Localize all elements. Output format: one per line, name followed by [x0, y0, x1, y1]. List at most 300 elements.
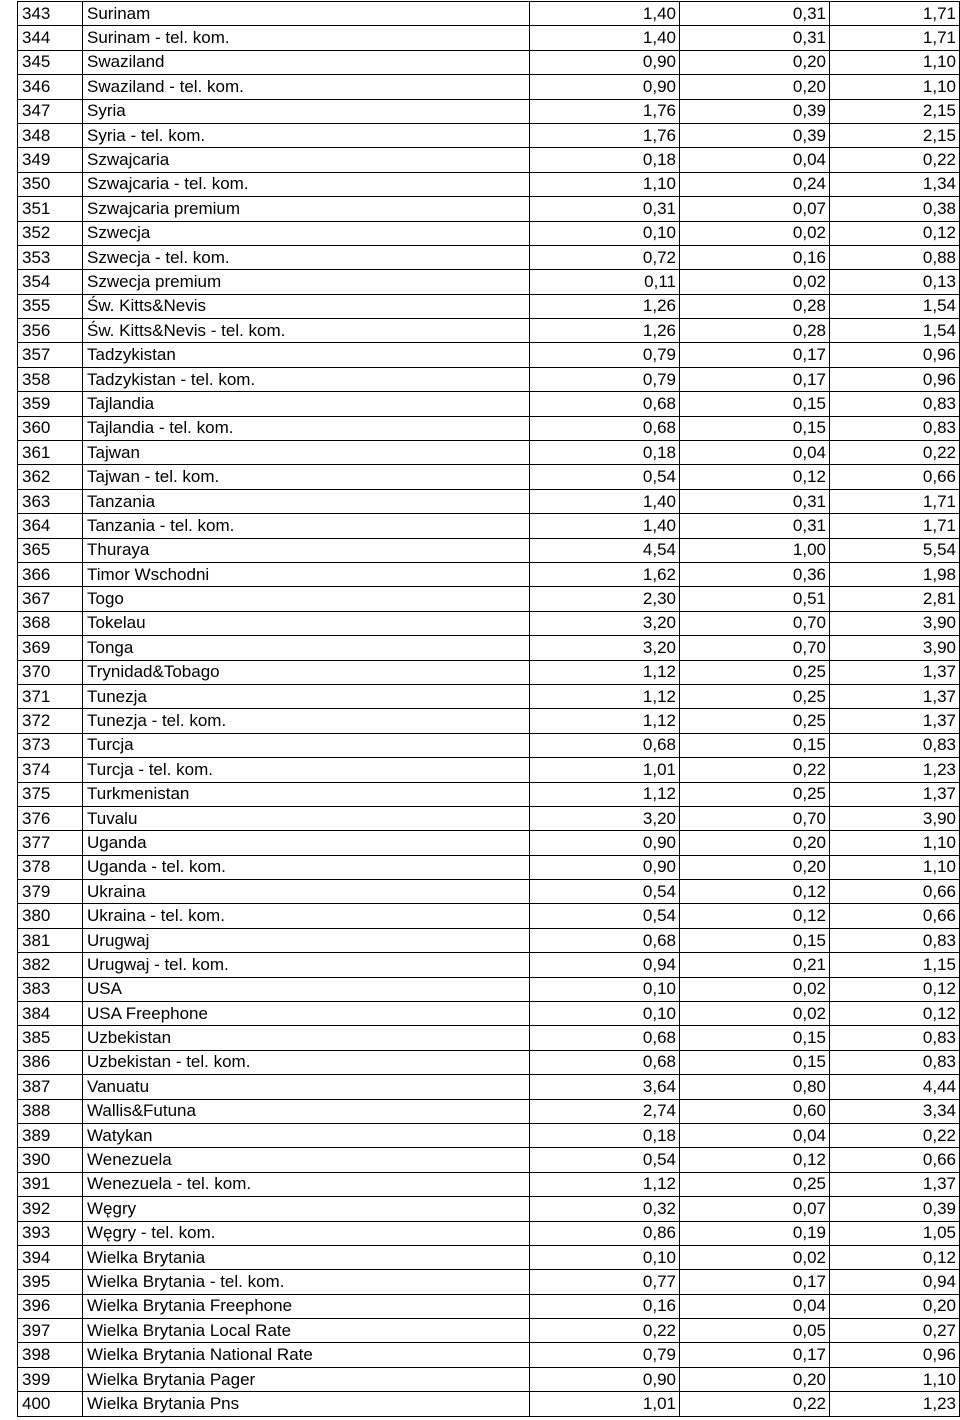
table-row: [18, 1392, 960, 1416]
rate-net: 1,26: [530, 294, 680, 318]
table-row: [18, 245, 960, 269]
destination-name: Uganda: [83, 831, 530, 855]
destination-name: Turkmenistan: [83, 782, 530, 806]
row-number: 393: [18, 1221, 83, 1245]
destination-name: Tunezja: [83, 684, 530, 708]
table-row: [18, 441, 960, 465]
rate-vat: 0,70: [680, 611, 830, 635]
rate-gross: 1,34: [830, 172, 960, 196]
rate-vat: 0,16: [680, 245, 830, 269]
rate-net: 0,90: [530, 1367, 680, 1391]
destination-name: Węgry - tel. kom.: [83, 1221, 530, 1245]
table-row: [18, 660, 960, 684]
row-number: 347: [18, 99, 83, 123]
rate-net: 0,79: [530, 343, 680, 367]
table-row: [18, 587, 960, 611]
rate-vat: 0,15: [680, 928, 830, 952]
rate-net: 1,12: [530, 684, 680, 708]
rate-vat: 0,20: [680, 855, 830, 879]
rate-gross: 2,15: [830, 123, 960, 147]
rate-gross: 0,12: [830, 977, 960, 1001]
rate-net: 1,12: [530, 660, 680, 684]
table-row: [18, 75, 960, 99]
destination-name: Wielka Brytania National Rate: [83, 1343, 530, 1367]
rate-net: 1,62: [530, 562, 680, 586]
rate-net: 1,10: [530, 172, 680, 196]
rate-vat: 0,04: [680, 148, 830, 172]
rate-vat: 0,12: [680, 465, 830, 489]
rate-vat: 0,60: [680, 1099, 830, 1123]
rate-vat: 0,20: [680, 75, 830, 99]
rate-vat: 0,12: [680, 904, 830, 928]
rate-gross: 0,83: [830, 733, 960, 757]
destination-name: Tonga: [83, 636, 530, 660]
rate-gross: 0,22: [830, 1123, 960, 1147]
destination-name: Tadzykistan - tel. kom.: [83, 367, 530, 391]
table-row: [18, 343, 960, 367]
rate-vat: 0,17: [680, 1343, 830, 1367]
row-number: 382: [18, 953, 83, 977]
rate-vat: 0,20: [680, 1367, 830, 1391]
rate-gross: 0,88: [830, 245, 960, 269]
table-row: [18, 1367, 960, 1391]
rate-vat: 0,15: [680, 416, 830, 440]
rate-net: 0,54: [530, 1148, 680, 1172]
rate-gross: 0,83: [830, 1050, 960, 1074]
rate-gross: 1,54: [830, 294, 960, 318]
rate-gross: 1,10: [830, 75, 960, 99]
table-row: [18, 733, 960, 757]
destination-name: Surinam - tel. kom.: [83, 26, 530, 50]
rate-net: 0,90: [530, 831, 680, 855]
rate-gross: 1,10: [830, 50, 960, 74]
rate-net: 0,94: [530, 953, 680, 977]
rate-gross: 1,98: [830, 562, 960, 586]
rate-vat: 0,31: [680, 26, 830, 50]
table-row: [18, 1197, 960, 1221]
row-number: 375: [18, 782, 83, 806]
rate-net: 0,79: [530, 367, 680, 391]
table-row: [18, 1294, 960, 1318]
rate-net: 3,20: [530, 636, 680, 660]
rate-net: 1,12: [530, 1172, 680, 1196]
rate-vat: 0,02: [680, 1002, 830, 1026]
rate-gross: 2,81: [830, 587, 960, 611]
destination-name: Szwajcaria - tel. kom.: [83, 172, 530, 196]
rate-net: 2,74: [530, 1099, 680, 1123]
rate-net: 0,32: [530, 1197, 680, 1221]
table-row: [18, 953, 960, 977]
row-number: 344: [18, 26, 83, 50]
table-row: [18, 50, 960, 74]
rate-net: 3,20: [530, 611, 680, 635]
table-row: [18, 221, 960, 245]
rate-net: 0,16: [530, 1294, 680, 1318]
rate-gross: 0,66: [830, 465, 960, 489]
row-number: 346: [18, 75, 83, 99]
rates-table: [17, 1, 960, 1417]
rate-vat: 0,04: [680, 441, 830, 465]
rate-vat: 0,25: [680, 1172, 830, 1196]
destination-name: Uzbekistan - tel. kom.: [83, 1050, 530, 1074]
table-row: [18, 514, 960, 538]
rate-vat: 0,02: [680, 1245, 830, 1269]
rate-gross: 1,10: [830, 831, 960, 855]
table-row: [18, 367, 960, 391]
table-row: [18, 1123, 960, 1147]
row-number: 398: [18, 1343, 83, 1367]
rate-gross: 0,66: [830, 904, 960, 928]
destination-name: Św. Kitts&Nevis - tel. kom.: [83, 319, 530, 343]
row-number: 361: [18, 441, 83, 465]
rate-vat: 0,15: [680, 392, 830, 416]
destination-name: Szwajcaria premium: [83, 197, 530, 221]
row-number: 353: [18, 245, 83, 269]
row-number: 376: [18, 806, 83, 830]
destination-name: Wielka Brytania Freephone: [83, 1294, 530, 1318]
row-number: 355: [18, 294, 83, 318]
destination-name: Szwajcaria: [83, 148, 530, 172]
row-number: 365: [18, 538, 83, 562]
table-row: [18, 611, 960, 635]
destination-name: Tuvalu: [83, 806, 530, 830]
rate-vat: 0,36: [680, 562, 830, 586]
destination-name: Tajwan - tel. kom.: [83, 465, 530, 489]
destination-name: Szwecja: [83, 221, 530, 245]
rate-vat: 0,19: [680, 1221, 830, 1245]
rate-net: 0,68: [530, 392, 680, 416]
destination-name: Św. Kitts&Nevis: [83, 294, 530, 318]
row-number: 351: [18, 197, 83, 221]
rate-vat: 0,20: [680, 50, 830, 74]
destination-name: Tunezja - tel. kom.: [83, 709, 530, 733]
table-row: [18, 1099, 960, 1123]
rate-net: 1,01: [530, 758, 680, 782]
rate-gross: 1,54: [830, 319, 960, 343]
rate-gross: 1,37: [830, 1172, 960, 1196]
rate-gross: 0,83: [830, 1026, 960, 1050]
destination-name: Tanzania: [83, 489, 530, 513]
rate-vat: 0,12: [680, 1148, 830, 1172]
destination-name: Wenezuela - tel. kom.: [83, 1172, 530, 1196]
table-row: [18, 416, 960, 440]
rate-vat: 0,31: [680, 2, 830, 26]
table-row: [18, 1148, 960, 1172]
destination-name: Tajlandia - tel. kom.: [83, 416, 530, 440]
destination-name: Syria: [83, 99, 530, 123]
rate-vat: 0,39: [680, 123, 830, 147]
destination-name: Turcja - tel. kom.: [83, 758, 530, 782]
row-number: 390: [18, 1148, 83, 1172]
row-number: 374: [18, 758, 83, 782]
row-number: 399: [18, 1367, 83, 1391]
row-number: 386: [18, 1050, 83, 1074]
rate-vat: 0,15: [680, 733, 830, 757]
row-number: 352: [18, 221, 83, 245]
row-number: 379: [18, 880, 83, 904]
destination-name: Wielka Brytania: [83, 1245, 530, 1269]
row-number: 367: [18, 587, 83, 611]
rate-net: 0,31: [530, 197, 680, 221]
rate-gross: 0,12: [830, 221, 960, 245]
row-number: 348: [18, 123, 83, 147]
table-row: [18, 636, 960, 660]
rate-gross: 1,71: [830, 489, 960, 513]
row-number: 358: [18, 367, 83, 391]
rate-vat: 0,28: [680, 294, 830, 318]
table-row: [18, 294, 960, 318]
rate-gross: 0,12: [830, 1245, 960, 1269]
rate-gross: 0,83: [830, 416, 960, 440]
rate-gross: 0,96: [830, 367, 960, 391]
rate-net: 1,76: [530, 99, 680, 123]
rate-gross: 5,54: [830, 538, 960, 562]
rate-net: 1,12: [530, 782, 680, 806]
destination-name: Szwecja - tel. kom.: [83, 245, 530, 269]
table-row: [18, 1026, 960, 1050]
destination-name: Swaziland - tel. kom.: [83, 75, 530, 99]
table-row: [18, 319, 960, 343]
destination-name: Wielka Brytania Pns: [83, 1392, 530, 1416]
rate-gross: 3,90: [830, 611, 960, 635]
rate-vat: 0,04: [680, 1294, 830, 1318]
row-number: 397: [18, 1319, 83, 1343]
row-number: 356: [18, 319, 83, 343]
table-row: [18, 977, 960, 1001]
destination-name: Tajlandia: [83, 392, 530, 416]
destination-name: Togo: [83, 587, 530, 611]
row-number: 394: [18, 1245, 83, 1269]
table-row: [18, 99, 960, 123]
rate-gross: 1,10: [830, 855, 960, 879]
rate-net: 0,68: [530, 1050, 680, 1074]
rate-vat: 0,51: [680, 587, 830, 611]
rates-table-body: [18, 2, 960, 1417]
table-row: [18, 1075, 960, 1099]
rate-gross: 0,66: [830, 880, 960, 904]
rate-gross: 3,90: [830, 806, 960, 830]
rate-vat: 0,39: [680, 99, 830, 123]
table-row: [18, 855, 960, 879]
rate-gross: 1,37: [830, 709, 960, 733]
row-number: 388: [18, 1099, 83, 1123]
destination-name: Surinam: [83, 2, 530, 26]
destination-name: Wenezuela: [83, 1148, 530, 1172]
rate-net: 1,12: [530, 709, 680, 733]
row-number: 357: [18, 343, 83, 367]
rate-net: 0,68: [530, 1026, 680, 1050]
table-row: [18, 148, 960, 172]
table-row: [18, 26, 960, 50]
rate-vat: 0,17: [680, 1270, 830, 1294]
row-number: 368: [18, 611, 83, 635]
rate-net: 1,01: [530, 1392, 680, 1416]
rate-vat: 0,17: [680, 343, 830, 367]
row-number: 360: [18, 416, 83, 440]
row-number: 363: [18, 489, 83, 513]
rate-net: 4,54: [530, 538, 680, 562]
destination-name: Szwecja premium: [83, 270, 530, 294]
rate-gross: 0,94: [830, 1270, 960, 1294]
row-number: 350: [18, 172, 83, 196]
row-number: 384: [18, 1002, 83, 1026]
rate-gross: 0,83: [830, 928, 960, 952]
table-row: [18, 782, 960, 806]
rate-gross: 0,20: [830, 1294, 960, 1318]
rate-net: 1,26: [530, 319, 680, 343]
table-row: [18, 465, 960, 489]
table-row: [18, 1172, 960, 1196]
destination-name: USA Freephone: [83, 1002, 530, 1026]
rate-gross: 1,71: [830, 514, 960, 538]
table-row: [18, 270, 960, 294]
table-row: [18, 489, 960, 513]
destination-name: Ukraina - tel. kom.: [83, 904, 530, 928]
destination-name: Turcja: [83, 733, 530, 757]
destination-name: Thuraya: [83, 538, 530, 562]
rate-gross: 0,83: [830, 392, 960, 416]
table-row: [18, 1245, 960, 1269]
rate-gross: 1,10: [830, 1367, 960, 1391]
destination-name: Uganda - tel. kom.: [83, 855, 530, 879]
rate-gross: 1,37: [830, 684, 960, 708]
rate-net: 1,40: [530, 2, 680, 26]
row-number: 387: [18, 1075, 83, 1099]
rate-gross: 0,39: [830, 1197, 960, 1221]
destination-name: Wallis&Futuna: [83, 1099, 530, 1123]
table-row: [18, 172, 960, 196]
row-number: 383: [18, 977, 83, 1001]
rate-gross: 0,22: [830, 148, 960, 172]
destination-name: Wielka Brytania - tel. kom.: [83, 1270, 530, 1294]
rate-net: 1,40: [530, 489, 680, 513]
rate-gross: 0,12: [830, 1002, 960, 1026]
rate-vat: 0,31: [680, 489, 830, 513]
rate-net: 0,54: [530, 904, 680, 928]
rate-vat: 0,02: [680, 270, 830, 294]
rate-vat: 0,04: [680, 1123, 830, 1147]
table-row: [18, 904, 960, 928]
rate-net: 0,79: [530, 1343, 680, 1367]
rate-net: 0,22: [530, 1319, 680, 1343]
table-row: [18, 1221, 960, 1245]
destination-name: Tokelau: [83, 611, 530, 635]
row-number: 349: [18, 148, 83, 172]
rate-vat: 0,31: [680, 514, 830, 538]
rate-gross: 0,96: [830, 1343, 960, 1367]
table-row: [18, 2, 960, 26]
rate-net: 0,68: [530, 416, 680, 440]
rate-gross: 4,44: [830, 1075, 960, 1099]
table-row: [18, 197, 960, 221]
row-number: 364: [18, 514, 83, 538]
row-number: 343: [18, 2, 83, 26]
table-row: [18, 1050, 960, 1074]
rate-net: 0,11: [530, 270, 680, 294]
rate-vat: 0,15: [680, 1050, 830, 1074]
destination-name: Wielka Brytania Local Rate: [83, 1319, 530, 1343]
rate-vat: 0,25: [680, 660, 830, 684]
rate-gross: 0,38: [830, 197, 960, 221]
rate-gross: 0,13: [830, 270, 960, 294]
rate-vat: 0,07: [680, 1197, 830, 1221]
destination-name: Węgry: [83, 1197, 530, 1221]
destination-name: Tajwan: [83, 441, 530, 465]
rate-net: 1,40: [530, 26, 680, 50]
row-number: 371: [18, 684, 83, 708]
rate-vat: 0,22: [680, 758, 830, 782]
table-row: [18, 880, 960, 904]
rate-vat: 0,02: [680, 977, 830, 1001]
rate-gross: 3,34: [830, 1099, 960, 1123]
rate-gross: 2,15: [830, 99, 960, 123]
row-number: 400: [18, 1392, 83, 1416]
rate-net: 3,20: [530, 806, 680, 830]
row-number: 385: [18, 1026, 83, 1050]
destination-name: Wielka Brytania Pager: [83, 1367, 530, 1391]
destination-name: Tanzania - tel. kom.: [83, 514, 530, 538]
rate-vat: 0,21: [680, 953, 830, 977]
rate-net: 2,30: [530, 587, 680, 611]
rate-gross: 0,66: [830, 1148, 960, 1172]
table-row: [18, 562, 960, 586]
rate-net: 0,18: [530, 1123, 680, 1147]
rate-gross: 1,37: [830, 782, 960, 806]
rate-net: 1,76: [530, 123, 680, 147]
row-number: 380: [18, 904, 83, 928]
rate-net: 0,10: [530, 1002, 680, 1026]
rate-vat: 0,24: [680, 172, 830, 196]
row-number: 391: [18, 1172, 83, 1196]
rate-gross: 0,27: [830, 1319, 960, 1343]
rate-net: 0,68: [530, 928, 680, 952]
rate-net: 0,86: [530, 1221, 680, 1245]
rate-net: 0,10: [530, 977, 680, 1001]
table-row: [18, 1270, 960, 1294]
row-number: 366: [18, 562, 83, 586]
row-number: 373: [18, 733, 83, 757]
rate-vat: 0,25: [680, 684, 830, 708]
rate-vat: 0,20: [680, 831, 830, 855]
rate-gross: 1,23: [830, 1392, 960, 1416]
rate-net: 1,40: [530, 514, 680, 538]
row-number: 354: [18, 270, 83, 294]
rate-net: 0,68: [530, 733, 680, 757]
rate-gross: 0,96: [830, 343, 960, 367]
rate-gross: 1,23: [830, 758, 960, 782]
row-number: 372: [18, 709, 83, 733]
row-number: 362: [18, 465, 83, 489]
rate-net: 0,90: [530, 855, 680, 879]
table-row: [18, 123, 960, 147]
rate-vat: 0,22: [680, 1392, 830, 1416]
table-row: [18, 709, 960, 733]
row-number: 377: [18, 831, 83, 855]
table-row: [18, 758, 960, 782]
table-row: [18, 928, 960, 952]
row-number: 389: [18, 1123, 83, 1147]
rate-vat: 0,02: [680, 221, 830, 245]
destination-name: Swaziland: [83, 50, 530, 74]
table-row: [18, 806, 960, 830]
destination-name: Trynidad&Tobago: [83, 660, 530, 684]
rate-net: 0,18: [530, 148, 680, 172]
rate-net: 0,72: [530, 245, 680, 269]
destination-name: Urugwaj: [83, 928, 530, 952]
row-number: 396: [18, 1294, 83, 1318]
table-row: [18, 392, 960, 416]
rate-vat: 0,15: [680, 1026, 830, 1050]
